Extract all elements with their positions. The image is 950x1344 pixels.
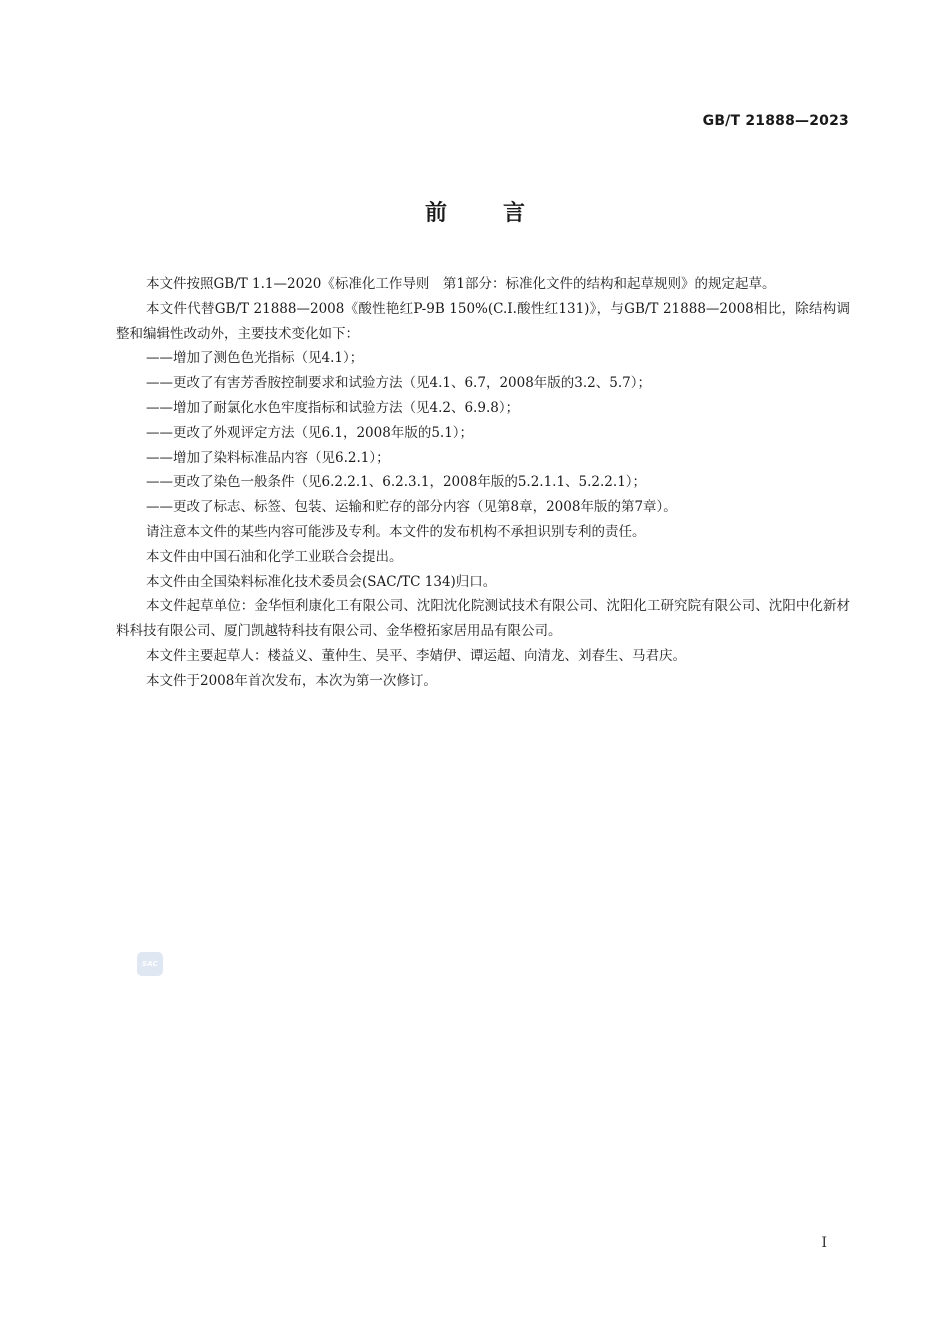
list-item: ——增加了染料标准品内容（见6.2.1）； bbox=[146, 449, 390, 466]
list-item: ——更改了染色一般条件（见6.2.2.1、6.2.3.1，2008年版的5.2.1.1、5.2.2.1）； bbox=[146, 474, 647, 491]
paragraph: 本文件主要起草人：楼益义、董仲生、吴平、李婧伊、谭运超、向清龙、刘春生、马君庆。 bbox=[146, 647, 686, 664]
list-item: ——更改了外观评定方法（见6.1，2008年版的5.1）； bbox=[146, 424, 474, 441]
paragraph: 本文件由中国石油和化学工业联合会提出。 bbox=[146, 548, 403, 565]
list-item: ——更改了有害芳香胺控制要求和试验方法（见4.1、6.7，2008年版的3.2、5.7）； bbox=[146, 375, 651, 392]
paragraph: 本文件按照GB/T 1.1—2020《标准化工作导则 第1部分：标准化文件的结构和起草规则》的规定起草。 bbox=[146, 276, 776, 292]
list-item: ——增加了耐氯化水色牢度指标和试验方法（见4.2、6.9.8）； bbox=[146, 399, 520, 416]
paragraph: 本文件起草单位：金华恒利康化工有限公司、沈阳沈化院测试技术有限公司、沈阳化工研究院有限公司、沈阳中化新材料科技有限公司、厦门凯越特科技有限公司、金华橙拓家居用品有限公司。 bbox=[116, 598, 850, 640]
sac-watermark-logo: SAC bbox=[137, 952, 163, 976]
page-number: I bbox=[821, 1235, 827, 1251]
paragraph: 请注意本文件的某些内容可能涉及专利。本文件的发布机构不承担识别专利的责任。 bbox=[146, 523, 646, 540]
foreword-body bbox=[116, 272, 850, 694]
page-title: 前言 bbox=[424, 201, 581, 226]
paragraph: 本文件代替GB/T 21888—2008《酸性艳红P-9B 150%(C.I.酸性红131)》，与GB/T 21888—2008相比，除结构调整和编辑性改动外，主要技术变化如下： bbox=[116, 300, 850, 342]
paragraph: 本文件由全国染料标准化技术委员会(SAC/TC 134)归口。 bbox=[146, 573, 497, 590]
list-item: ——增加了测色色光指标（见4.1）； bbox=[146, 350, 364, 367]
standard-number: GB/T 21888—2023 bbox=[702, 113, 849, 129]
list-item: ——更改了标志、标签、包装、运输和贮存的部分内容（见第8章，2008年版的第7章）。 bbox=[146, 499, 677, 516]
paragraph: 本文件于2008年首次发布，本次为第一次修订。 bbox=[146, 672, 437, 689]
